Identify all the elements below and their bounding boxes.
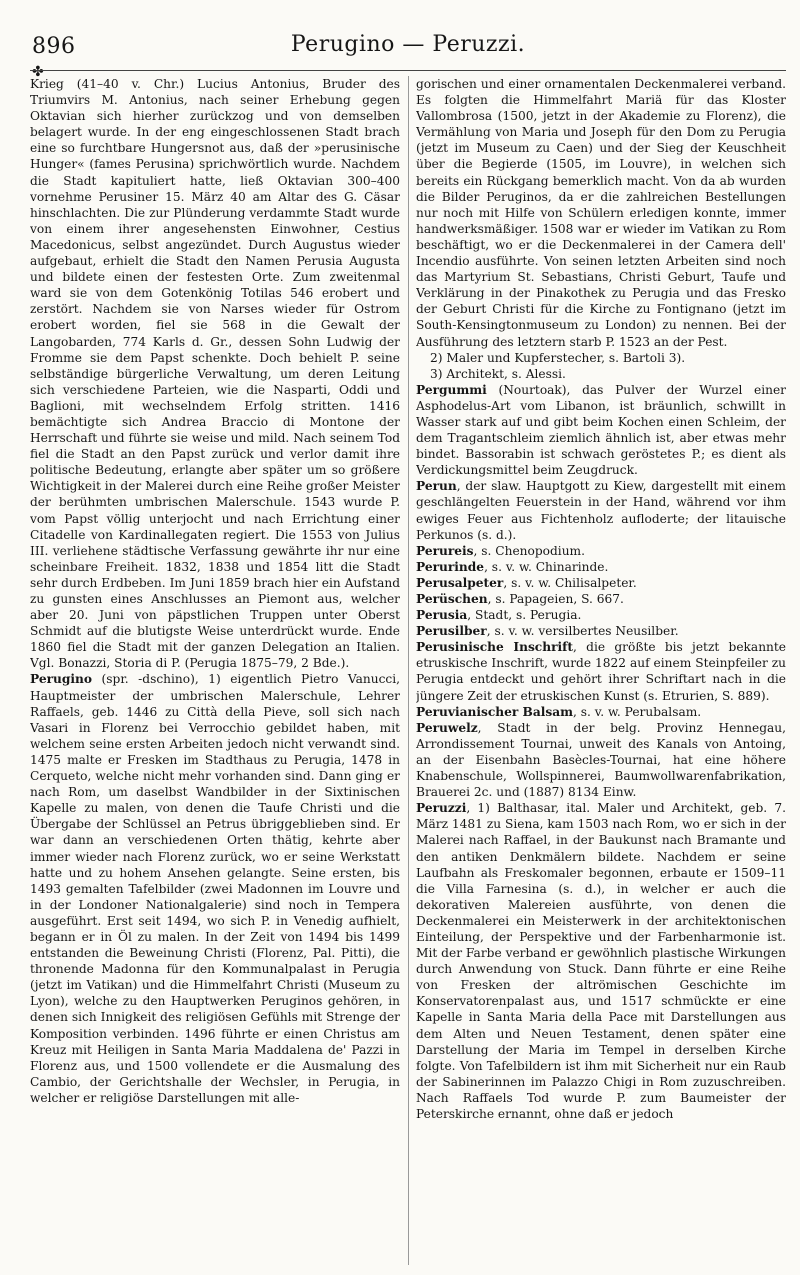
entry-paragraph bbox=[416, 478, 786, 542]
entry-text: , 1) Balthasar, ital. Maler und Architekt, geb. 7. März 1481 zu Siena, kam 1503 nach Rom, wo er sich in der Malerei nach Raffael, in der Baukunst nach Bramante und den antiken Denkmälern bildete. Nachdem er seine Laufbahn als Freskomaler begonnen, erbaute er 1509–11 die Villa Farnesina (s. d.), in welcher er auch die dekorativen Malereien ausführte, von denen die Deckenmalerei ein Meisterwerk in der architektonischen Einteilung, der Perspektive und der Farbenharmonie ist. Mit der Farbe verband er gewöhnlich plastische Wirkungen durch Anwendung von Stuck. Dann führte er eine Reihe von Fresken der altrömischen Geschichte im Konservatorenpalast aus, und 1517 schmückte er eine Kapelle in Santa Maria della Pace mit Darstellungen aus dem Alten und Neuen Testament, denen später eine Darstellung der Maria im Tempel in derselben Kirche folgte. Von Tafelbildern ist ihm mit Sicherheit nur ein Raub der Sabinerinnen im Palazzo Chigi in Rom zuzuschreiben. Nach Raffaels Tod wurde P. zum Baumeister der Peterskirche ernannt, ohne daß er jedoch bbox=[416, 801, 786, 1121]
entry-paragraph bbox=[416, 623, 786, 639]
entry-paragraph bbox=[416, 382, 786, 479]
entry-headword: Perusinische Inschrift bbox=[416, 640, 574, 655]
entry-headword: Peruzzi bbox=[416, 801, 467, 816]
entry-headword: Perusia bbox=[416, 608, 468, 623]
entry-headword: Perüschen bbox=[416, 592, 488, 606]
entry-paragraph bbox=[416, 639, 786, 703]
entry-headword: Perusilber bbox=[416, 624, 487, 639]
entry-text: , s. v. w. Chilisalpeter. bbox=[503, 575, 637, 590]
entry-paragraph bbox=[416, 607, 786, 623]
entry-text: , s. Papageien, S. 667. bbox=[487, 592, 624, 606]
entry-paragraph bbox=[416, 575, 786, 591]
entry-paragraph bbox=[416, 543, 786, 559]
right-column bbox=[416, 76, 786, 1265]
entry-text: , die größte bis jetzt bekannte etruskische Inschrift, wurde 1822 auf einem Steinpfeiler zu Perugia entdeckt und gehört ihrer Schriftart nach in die jüngere Zeit der etruskischen Kunst (s. Etrurien, S. 889). bbox=[416, 640, 786, 703]
left-column bbox=[30, 76, 400, 1265]
header-rule bbox=[30, 70, 786, 71]
entry-paragraph bbox=[30, 671, 400, 1106]
entry-text: (spr. -dschino), 1) eigentlich Pietro Vanucci, Hauptmeister der umbrischen Malerschule, Lehrer Raffaels, geb. 1446 zu Città della Pieve, soll sich nach Vasari in Florenz bei Verrocchio gebildet haben, mit welchem seine ersten Arbeiten jedoch nicht verwandt sind. 1475 malte er Fresken im Stadthaus zu Perugia, 1478 in Cerqueto, welche nicht mehr vorhanden sind. Dann ging er nach Rom, um daselbst Wandbilder in der Sixtinischen Kapelle zu malen, von denen die Taufe Christi und die Übergabe der Schlüssel an Petrus übriggeblieben sind. Er war dann an verschiedenen Orten thätig, kehrte aber immer wieder nach Florenz zurück, wo er seine Werkstatt hatte und zu hohem Ansehen gelangte. Seine ersten, bis 1493 gemalten Tafelbilder (zwei Madonnen im Louvre und in der Londoner Nationalgalerie) sind noch in Tempera ausgeführt. Erst seit 1494, wo sich P. in Venedig aufhielt, begann er in Öl zu malen. In der Zeit von 1494 bis 1499 entstanden die Beweinung Christi (Florenz, Pal. Pitti), die thronende Madonna für den Kommunalpalast in Perugia (jetzt im Vatikan) und die Himmelfahrt Christi (Museum zu Lyon), welche zu den Hauptwerken Peruginos gehören, in denen sich Innigkeit des religiösen Gefühls mit Strenge der Komposition verbinden. 1496 führte er einen Christus am Kreuz mit Heiligen in Santa Maria Maddalena de' Pazzi in Florenz aus, und 1500 vollendete er die Ausmalung des Cambio, der Gerichtshalle der Wechsler, in Perugia, in welcher er religiöse Darstellungen mit alle- bbox=[30, 672, 400, 1105]
column-divider bbox=[408, 76, 409, 1265]
entry-headword: Perun bbox=[416, 479, 457, 494]
entry-headword: Perurinde bbox=[416, 559, 485, 574]
entry-paragraph bbox=[30, 76, 400, 671]
entry-text: , Stadt, s. Perugia. bbox=[467, 608, 582, 623]
entry-headword: Perugino bbox=[30, 672, 93, 687]
entry-text: 2) Maler und Kupferstecher, s. Bartoli 3). bbox=[430, 350, 686, 365]
ornament-icon: ✤ bbox=[32, 64, 44, 80]
entry-text: , Stadt in der belg. Provinz Hennegau, Arrondissement Tournai, unweit des Kanals von Antoing, an der Eisenbahn Basècles-Tournai, hat eine höhere Knabenschule, Wollspinnerei, Baumwollwarenfabrikation, Brauerei 2c. und (1887) 8134 Einw. bbox=[416, 720, 786, 800]
entry-paragraph bbox=[416, 720, 786, 800]
entry-paragraph bbox=[416, 350, 786, 366]
entry-text: , s. v. w. Perubalsam. bbox=[573, 704, 702, 719]
entry-headword: Peruvianischer Balsam bbox=[416, 704, 574, 719]
entry-text: gorischen und einer ornamentalen Deckenmalerei verband. Es folgten die Himmelfahrt Mariä für das Kloster Vallombrosa (1500, jetzt in der Akademie zu Florenz), die Vermählung von Maria und Joseph für den Dom zu Perugia (jetzt im Museum zu Caen) und der Sieg der Keuschheit über die Begierde (1505, im Louvre), in welchen sich bereits ein Rückgang bemerklich macht. Von da ab wurden die Bilder Peruginos, da er die zahlreichen Bestellungen nur noch mit Hilfe von Schülern erledigen konnte, immer handwerksmäßiger. 1508 war er wieder im Vatikan zu Rom beschäftigt, wo er die Deckenmalerei in der Camera dell' Incendio ausführte. Von seinen letzten Arbeiten sind noch das Martyrium St. Sebastians, Christi Geburt, Taufe und Verklärung in der Pinakothek zu Perugia und das Fresko der Geburt Christi für die Kirche zu Fontignano (jetzt im South-Kensingtonmuseum zu London) zu nennen. Bei der Ausführung des letztern starb P. 1523 an der Pest. bbox=[416, 77, 786, 349]
entry-paragraph bbox=[416, 591, 786, 607]
page-header bbox=[30, 28, 786, 80]
entry-text: 3) Architekt, s. Alessi. bbox=[430, 366, 566, 381]
text-columns bbox=[30, 76, 786, 1265]
entry-paragraph bbox=[416, 559, 786, 575]
entry-paragraph bbox=[416, 366, 786, 382]
running-title: Perugino — Peruzzi. bbox=[290, 32, 526, 57]
entry-text: , s. v. w. Chinarinde. bbox=[484, 559, 609, 574]
entry-text: , der slaw. Hauptgott zu Kiew, dargestellt mit einem geschlängelten Feuerstein in der Hand, während vor ihm ewiges Feuer aus Fichtenholz aufloderte; der litauische Perkunos (s. d.). bbox=[416, 479, 786, 542]
entry-text: (Nourtoak), das Pulver der Wurzel einer Asphodelus-Art vom Libanon, ist bräunlich, schwillt in Wasser stark auf und gibt beim Kochen einen Schleim, der dem Tragantschleim ziemlich ähnlich ist, aber etwas mehr bindet. Bassorabin ist schwach geröstetes P.; es dient als Verdickungsmittel beim Zeugdruck. bbox=[416, 382, 786, 478]
entry-text: , s. Chenopodium. bbox=[473, 543, 585, 558]
entry-paragraph bbox=[416, 704, 786, 720]
page-number: 896 bbox=[32, 34, 76, 59]
entry-headword: Perureis bbox=[416, 543, 474, 558]
entry-headword: Perusalpeter bbox=[416, 575, 504, 590]
entry-paragraph bbox=[416, 800, 786, 1122]
entry-headword: Pergummi bbox=[416, 382, 487, 397]
entry-headword: Peruwelz bbox=[416, 720, 478, 735]
entry-text: , s. v. w. versilbertes Neusilber. bbox=[486, 624, 679, 639]
entry-text: Krieg (41–40 v. Chr.) Lucius Antonius, Bruder des Triumvirs M. Antonius, nach seiner Erhebung gegen Oktavian sich hierher zurückzog und von demselben belagert wurde. In der eng eingeschlossenen Stadt brach eine so furchtbare Hungersnot aus, daß der »perusinische Hunger« (fames Perusina) sprichwörtlich wurde. Nachdem die Stadt kapituliert hatte, ließ Oktavian 300–400 vornehme Perusiner 15. März 40 am Altar des G. Cäsar hinschlachten. Die zur Plünderung verdammte Stadt wurde von einem ihrer angesehensten Einwohner, Cestius Macedonicus, selbst angezündet. Durch Augustus wieder aufgebaut, erhielt die Stadt den Namen Perusia Augusta und bildete einen der festesten Orte. Zum zweitenmal ward sie von dem Gotenkönig Totilas 546 erobert und zerstört. Nachdem sie von Narses wieder für Ostrom erobert worden, fiel sie 568 in die Gewalt der Langobarden, 774 Karls d. Gr., dessen Sohn Ludwig der Fromme sie dem Papst schenkte. Doch behielt P. seine selbständige bürgerliche Verwaltung, um deren Leitung sich verschiedene Parteien, wie die Nasparti, Oddi und Baglioni, mit wechselndem Erfolg stritten. 1416 bemächtigte sich Andrea Braccio di Montone der Herrschaft und führte sie weise und mild. Nach seinem Tod fiel die Stadt an den Papst zurück und verlor damit ihre politische Bedeutung, erlangte aber später um so größere Wichtigkeit in der Malerei durch eine Reihe großer Meister der berühmten umbrischen Malerschule. 1543 wurde P. vom Papst völlig unterjocht und nach Errichtung einer Citadelle von Kardinallegaten regiert. Die 1553 von Julius III. verliehene städtische Verfassung gewährte ihr nur eine scheinbare Freiheit. 1832, 1838 und 1854 litt die Stadt sehr durch Erdbeben. Im Juni 1859 brach hier ein Aufstand zu gunsten eines Anschlusses an Piemont aus, welcher aber 20. Juni von päpstlichen Truppen unter Oberst Schmidt auf die blutigste Weise unterdrückt wurde. Ende 1860 fiel die Stadt mit der ganzen Delegation an Italien. Vgl. Bonazzi, Storia di P. (Perugia 1875–79, 2 Bde.). bbox=[30, 77, 400, 671]
entry-paragraph bbox=[416, 76, 786, 350]
